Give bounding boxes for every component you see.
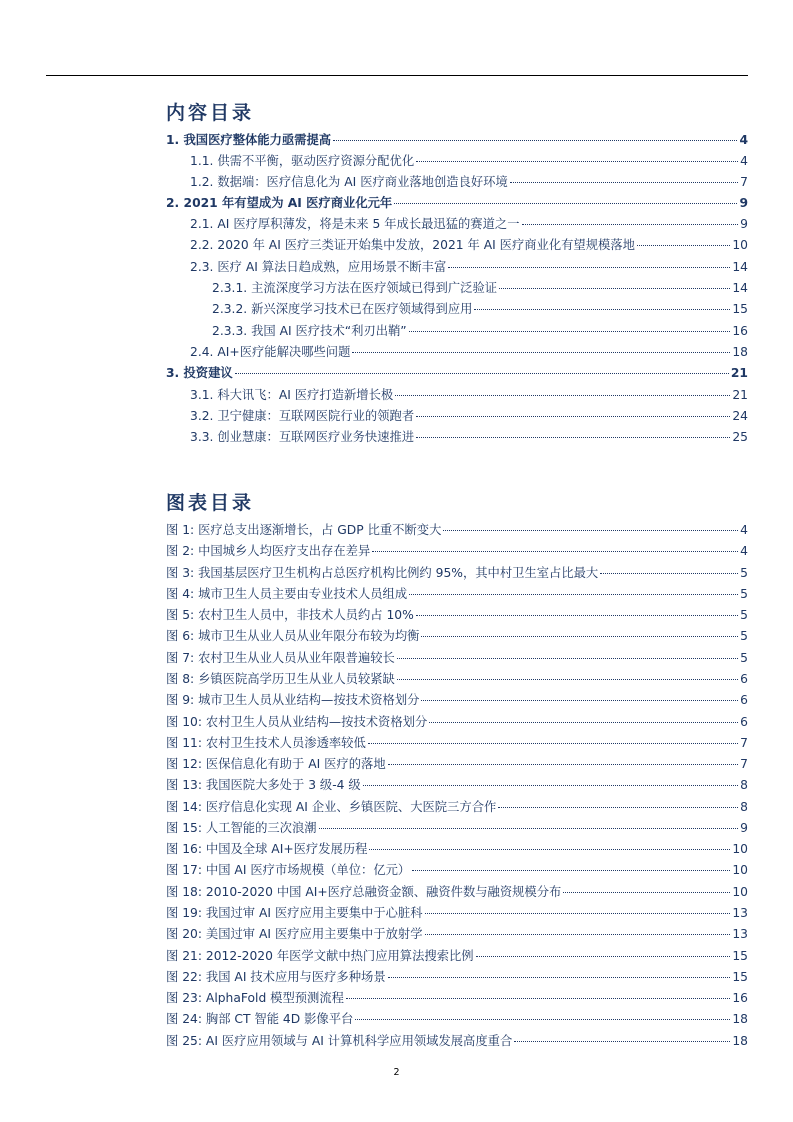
toc-entry[interactable]	[190, 152, 748, 170]
toc-entry-label: 3.3. 创业慧康：互联网医疗业务快速推进	[190, 430, 415, 444]
toc-entry-page: 14	[732, 281, 748, 295]
toc-entry-page: 21	[730, 366, 748, 380]
toc-entry[interactable]	[190, 236, 748, 254]
figure-entry-page: 5	[740, 650, 748, 665]
toc-entry-label: 2.1. AI 医疗厚积薄发，将是未来 5 年成长最迅猛的赛道之一	[190, 217, 520, 231]
dot-leader	[363, 785, 738, 786]
dot-leader	[388, 977, 731, 978]
toc-entry-label: 2.4. AI+医疗能解决哪些问题	[190, 345, 351, 359]
toc-entry-label: 3. 投资建议	[166, 366, 233, 380]
figure-entry-page: 18	[732, 1012, 748, 1027]
figure-entry[interactable]	[166, 691, 748, 709]
figure-entry-label: 图 5: 农村卫生人员中，非技术人员约占 10%	[166, 608, 414, 623]
figure-entry-page: 10	[732, 842, 748, 857]
figure-entry[interactable]	[166, 968, 748, 986]
toc-entry[interactable]	[190, 215, 748, 233]
figure-entry-page: 8	[740, 778, 748, 793]
toc-entry-label: 1. 我国医疗整体能力亟需提高	[166, 133, 332, 147]
dot-leader	[409, 331, 731, 332]
toc-entry-page: 4	[740, 154, 748, 168]
dot-leader	[319, 828, 739, 829]
figure-entry-page: 8	[740, 799, 748, 814]
figure-entry[interactable]	[166, 861, 748, 879]
figure-entry[interactable]	[166, 713, 748, 731]
dot-leader	[476, 956, 731, 957]
toc-entry[interactable]	[190, 343, 748, 361]
dot-leader	[510, 182, 738, 183]
toc-entry-page: 25	[732, 430, 748, 444]
figure-entry[interactable]	[166, 1032, 748, 1050]
dot-leader	[409, 594, 738, 595]
dot-leader	[448, 267, 730, 268]
figure-entry-page: 5	[740, 586, 748, 601]
toc-entry[interactable]	[212, 322, 748, 340]
toc-entry[interactable]	[190, 428, 748, 446]
dot-leader	[369, 849, 730, 850]
figure-entry[interactable]	[166, 734, 748, 752]
figure-entry-label: 图 2: 中国城乡人均医疗支出存在差异	[166, 544, 371, 559]
toc-entry-label: 2.3.2. 新兴深度学习技术已在医疗领域得到应用	[212, 302, 473, 316]
toc-entry-page: 7	[740, 175, 748, 189]
dot-leader	[333, 140, 737, 141]
figure-entry-label: 图 4: 城市卫生人员主要由专业技术人员组成	[166, 586, 408, 601]
figure-entry[interactable]	[166, 1010, 748, 1028]
figure-entry-page: 7	[740, 735, 748, 750]
dot-leader	[425, 913, 731, 914]
toc-entry-label: 3.1. 科大讯飞：AI 医疗打造新增长极	[190, 388, 394, 402]
toc-entry-page: 4	[739, 133, 748, 147]
figure-entry-label: 图 20: 美国过审 AI 医疗应用主要集中于放射学	[166, 927, 423, 942]
dot-leader	[395, 395, 730, 396]
figure-entry-label: 图 13: 我国医院大多处于 3 级-4 级	[166, 778, 361, 793]
figure-entry-page: 18	[732, 1033, 748, 1048]
toc-entry-page: 21	[732, 388, 748, 402]
dot-leader	[394, 203, 737, 204]
dot-leader	[425, 934, 731, 935]
toc-entry-page: 14	[732, 260, 748, 274]
toc-entry[interactable]	[190, 407, 748, 425]
figure-entry[interactable]	[166, 521, 748, 539]
figure-entry[interactable]	[166, 904, 748, 922]
figure-entry[interactable]	[166, 947, 748, 965]
dot-leader	[352, 352, 730, 353]
toc-title: 内容目录	[166, 102, 255, 124]
dot-leader	[416, 416, 730, 417]
figure-entry-label: 图 11: 农村卫生技术人员渗透率较低	[166, 735, 366, 750]
figure-entry-page: 6	[740, 693, 748, 708]
figure-entry-label: 图 12: 医保信息化有助于 AI 医疗的落地	[166, 757, 386, 772]
dot-leader	[355, 1019, 730, 1020]
toc-entry[interactable]	[190, 173, 748, 191]
figure-entry-page: 10	[732, 863, 748, 878]
dot-leader	[397, 679, 738, 680]
toc-entry-label: 1.1. 供需不平衡，驱动医疗资源分配优化	[190, 154, 415, 168]
figure-entry-label: 图 16: 中国及全球 AI+医疗发展历程	[166, 842, 368, 857]
figure-entry-label: 图 17: 中国 AI 医疗市场规模（单位：亿元）	[166, 863, 411, 878]
dot-leader	[514, 1041, 730, 1042]
toc-entry[interactable]	[166, 194, 748, 212]
figure-entry-label: 图 15: 人工智能的三次浪潮	[166, 820, 317, 835]
figures-title: 图表目录	[166, 492, 255, 514]
figure-entry-label: 图 23: AlphaFold 模型预测流程	[166, 991, 344, 1006]
figure-entry[interactable]	[166, 840, 748, 858]
dot-leader	[412, 870, 730, 871]
figure-entry-page: 9	[740, 820, 748, 835]
toc-entry-page: 16	[732, 324, 748, 338]
figure-entry-page: 15	[732, 969, 748, 984]
page-number: 2	[393, 1067, 400, 1078]
figure-entry-page: 6	[740, 714, 748, 729]
figure-entry-page: 7	[740, 757, 748, 772]
figure-entry[interactable]	[166, 670, 748, 688]
toc-entry[interactable]	[190, 258, 748, 276]
figure-entry-label: 图 19: 我国过审 AI 医疗应用主要集中于心脏科	[166, 906, 423, 921]
figure-entry-label: 图 18: 2010-2020 中国 AI+医疗总融资金额、融资件数与融资规模分布	[166, 884, 562, 899]
dot-leader	[421, 636, 738, 637]
toc-entry[interactable]	[166, 131, 748, 149]
dot-leader	[235, 373, 729, 374]
figure-entry[interactable]	[166, 542, 748, 560]
dot-leader	[346, 998, 730, 999]
dot-leader	[600, 573, 738, 574]
dot-leader	[637, 245, 730, 246]
toc-entry-label: 2.2. 2020 年 AI 医疗三类证开始集中发放，2021 年 AI 医疗商业化有望规模落地	[190, 238, 635, 252]
figure-entry-label: 图 14: 医疗信息化实现 AI 企业、乡镇医院、大医院三方合作	[166, 799, 497, 814]
figure-entry-label: 图 24: 胸部 CT 智能 4D 影像平台	[166, 1012, 354, 1027]
toc-entry-page: 15	[732, 302, 748, 316]
dot-leader	[372, 551, 738, 552]
toc-entry[interactable]	[166, 364, 748, 382]
figure-entry[interactable]	[166, 755, 748, 773]
toc-entry-page: 10	[732, 238, 748, 252]
figure-entry[interactable]	[166, 776, 748, 794]
toc-entry-page: 9	[740, 217, 748, 231]
toc-entry-label: 2.3. 医疗 AI 算法日趋成熟，应用场景不断丰富	[190, 260, 447, 274]
figure-entry-label: 图 10: 农村卫生人员从业结构—按技术资格划分	[166, 714, 428, 729]
toc-entry-label: 2. 2021 年有望成为 AI 医疗商业化元年	[166, 196, 393, 210]
figure-entry[interactable]	[166, 564, 748, 582]
dot-leader	[388, 764, 739, 765]
figure-entry[interactable]	[166, 883, 748, 901]
toc-entry-label: 3.2. 卫宁健康：互联网医院行业的领跑者	[190, 409, 415, 423]
figure-entry-label: 图 9: 城市卫生人员从业结构—按技术资格划分	[166, 693, 420, 708]
figure-entry-page: 10	[732, 884, 748, 899]
figure-entry-page: 16	[732, 991, 748, 1006]
figure-entry-label: 图 7: 农村卫生从业人员从业年限普遍较长	[166, 650, 395, 665]
toc-entry[interactable]	[212, 279, 748, 297]
dot-leader	[474, 309, 730, 310]
toc-entry-page: 18	[732, 345, 748, 359]
figure-entry[interactable]	[166, 798, 748, 816]
toc-entry-label: 2.3.3. 我国 AI 医疗技术“利刃出鞘”	[212, 324, 407, 338]
dot-leader	[443, 530, 738, 531]
toc-entry[interactable]	[212, 300, 748, 318]
dot-leader	[416, 615, 738, 616]
figure-entry-label: 图 22: 我国 AI 技术应用与医疗多种场景	[166, 969, 386, 984]
figure-entry[interactable]	[166, 585, 748, 603]
toc-entry-label: 1.2. 数据端：医疗信息化为 AI 医疗商业落地创造良好环境	[190, 175, 508, 189]
figure-entry-page: 6	[740, 671, 748, 686]
toc-entry-page: 9	[739, 196, 748, 210]
figure-entry-page: 5	[740, 565, 748, 580]
figure-entry-page: 5	[740, 608, 748, 623]
dot-leader	[563, 892, 730, 893]
figure-entry[interactable]	[166, 649, 748, 667]
figure-entry[interactable]	[166, 627, 748, 645]
figure-entry-page: 15	[732, 948, 748, 963]
header-rule	[46, 75, 748, 76]
figure-entry-page: 4	[740, 544, 748, 559]
dot-leader	[421, 700, 738, 701]
dot-leader	[416, 161, 738, 162]
figure-entry-label: 图 6: 城市卫生从业人员从业年限分布较为均衡	[166, 629, 420, 644]
figure-entry-label: 图 25: AI 医疗应用领域与 AI 计算机科学应用领域发展高度重合	[166, 1033, 513, 1048]
figure-entry-label: 图 8: 乡镇医院高学历卫生从业人员较紧缺	[166, 671, 395, 686]
figure-entry[interactable]	[166, 989, 748, 1007]
figure-entry-label: 图 21: 2012-2020 年医学文献中热门应用算法搜索比例	[166, 948, 474, 963]
toc-entry[interactable]	[190, 386, 748, 404]
figure-entry[interactable]	[166, 819, 748, 837]
figure-entry-page: 5	[740, 629, 748, 644]
dot-leader	[498, 807, 738, 808]
figure-entry-page: 13	[732, 906, 748, 921]
dot-leader	[397, 658, 738, 659]
dot-leader	[522, 224, 739, 225]
dot-leader	[499, 288, 730, 289]
figure-entry-page: 4	[740, 523, 748, 537]
figure-entry-label: 图 3: 我国基层医疗卫生机构占总医疗机构比例约 95%，其中村卫生室占比最大	[166, 565, 599, 580]
dot-leader	[416, 437, 730, 438]
toc-entry-label: 2.3.1. 主流深度学习方法在医疗领域已得到广泛验证	[212, 281, 498, 295]
dot-leader	[429, 722, 738, 723]
figure-entry-label: 图 1: 医疗总支出逐渐增长，占 GDP 比重不断变大	[166, 523, 442, 537]
dot-leader	[368, 743, 738, 744]
figure-entry[interactable]	[166, 606, 748, 624]
figure-entry[interactable]	[166, 925, 748, 943]
toc-entry-page: 24	[732, 409, 748, 423]
figure-entry-page: 13	[732, 927, 748, 942]
